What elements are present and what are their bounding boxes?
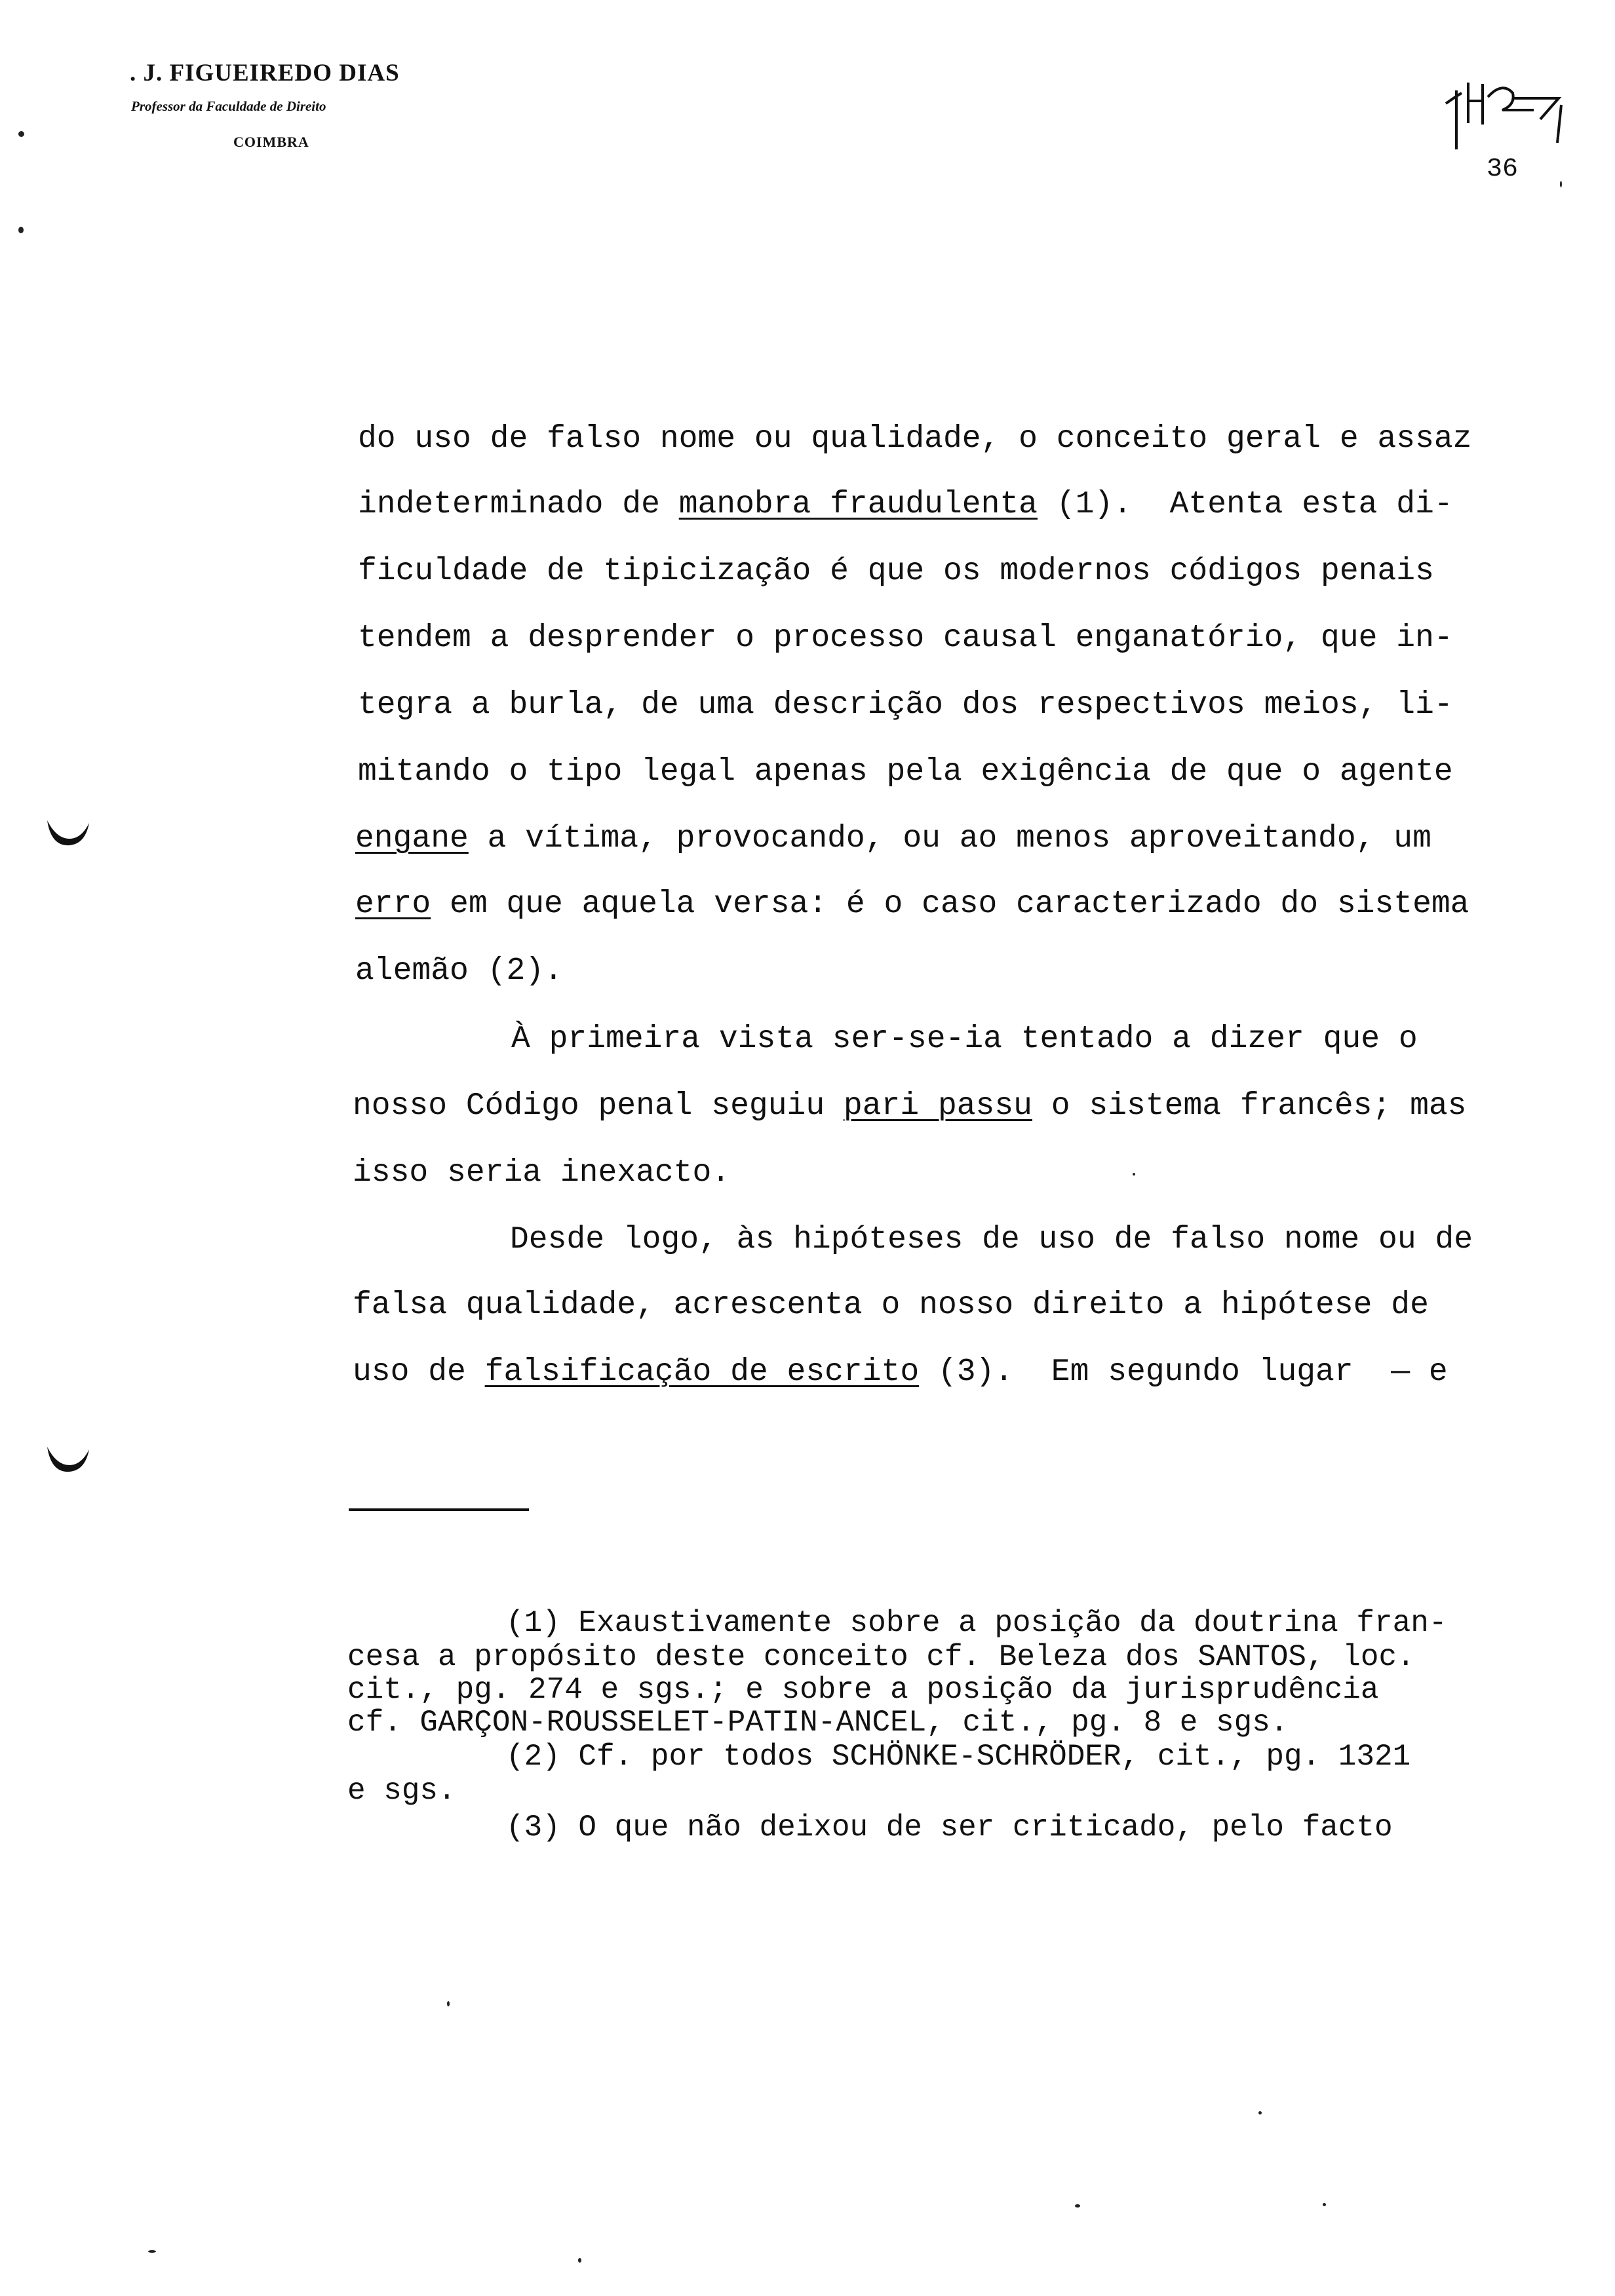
scan-speck: [1075, 2204, 1080, 2208]
letterhead-city: COIMBRA: [233, 134, 309, 150]
body-line: do uso de falso nome ou qualidade, o conceito geral e assaz: [358, 421, 1472, 457]
underlined-term: manobra fraudulenta: [678, 487, 1038, 522]
scan-speck: [1133, 1173, 1135, 1176]
text-span: indeterminado de: [358, 487, 679, 522]
scan-speck: [18, 227, 24, 233]
footnote-line: (3) O que não deixou de ser criticado, pelo facto: [506, 1810, 1393, 1845]
underlined-term: erro: [355, 887, 431, 922]
scan-speck: [1323, 2203, 1326, 2206]
handwritten-signature-icon: [1442, 71, 1573, 163]
scan-speck: [148, 2250, 156, 2253]
footnote-line: cf. GARÇON-ROUSSELET-PATIN-ANCEL, cit., pg. 8 e sgs.: [347, 1706, 1289, 1740]
scan-speck: [18, 131, 24, 137]
body-line: Desde logo, às hipóteses de uso de falso nome ou de: [510, 1222, 1473, 1257]
body-line: [353, 1352, 1448, 1392]
text-span: em que aquela versa: é o caso caracterizado do sistema: [431, 887, 1469, 922]
body-line: mitando o tipo legal apenas pela exigência de que o agente: [358, 754, 1453, 790]
body-line: falsa qualidade, acrescenta o nosso direito a hipótese de: [353, 1288, 1429, 1323]
scan-speck: [447, 2001, 450, 2006]
text-span: o sistema francês; mas: [1032, 1088, 1467, 1124]
body-line: tegra a burla, de uma descrição dos respectivos meios, li-: [358, 687, 1453, 723]
body-line: [355, 819, 1431, 858]
text-span: a vítima, provocando, ou ao menos aproveitando, um: [468, 821, 1431, 856]
scan-speck: [1560, 181, 1562, 187]
body-line: isso seria inexacto.: [353, 1155, 731, 1191]
scan-speck: [1258, 2111, 1262, 2114]
body-line: À primeira vista ser-se-ia tentado a dizer que o: [511, 1022, 1418, 1057]
body-line: [353, 1086, 1466, 1126]
footnote-line: (2) Cf. por todos SCHÖNKE-SCHRÖDER, cit., pg. 1321: [506, 1740, 1411, 1774]
underlined-term: engane: [355, 821, 469, 856]
text-span: nosso Código penal seguiu: [353, 1088, 844, 1124]
text-span: (1). Atenta esta di-: [1037, 487, 1453, 522]
text-span: (3). Em segundo lugar — e: [919, 1354, 1448, 1390]
binder-hole-mark-icon: [45, 1443, 90, 1476]
footnote-line: cit., pg. 274 e sgs.; e sobre a posição da jurisprudência: [347, 1673, 1379, 1707]
body-line: [358, 485, 1453, 524]
footnote-line: cesa a propósito deste conceito cf. Beleza dos SANTOS, loc.: [347, 1640, 1415, 1674]
footnote-separator: [349, 1508, 529, 1511]
text-span: uso de: [353, 1354, 485, 1390]
binder-hole-mark-icon: [45, 816, 90, 849]
underlined-term: falsificação de escrito: [484, 1354, 920, 1390]
letterhead-name: . J. FIGUEIREDO DIAS: [130, 60, 400, 86]
page-number: 36: [1487, 155, 1519, 184]
letterhead-role: Professor da Faculdade de Direito: [131, 98, 326, 114]
body-line: alemão (2).: [355, 953, 563, 989]
footnote-line: (1) Exaustivamente sobre a posição da doutrina fran-: [506, 1606, 1447, 1640]
footnote-line: e sgs.: [347, 1774, 456, 1808]
underlined-term: pari passu: [843, 1088, 1032, 1124]
body-line: ficuldade de tipicização é que os modernos códigos penais: [358, 554, 1434, 589]
scan-speck: [578, 2258, 581, 2263]
body-line: tendem a desprender o processo causal enganatório, que in-: [358, 621, 1453, 656]
body-line: [355, 885, 1469, 924]
